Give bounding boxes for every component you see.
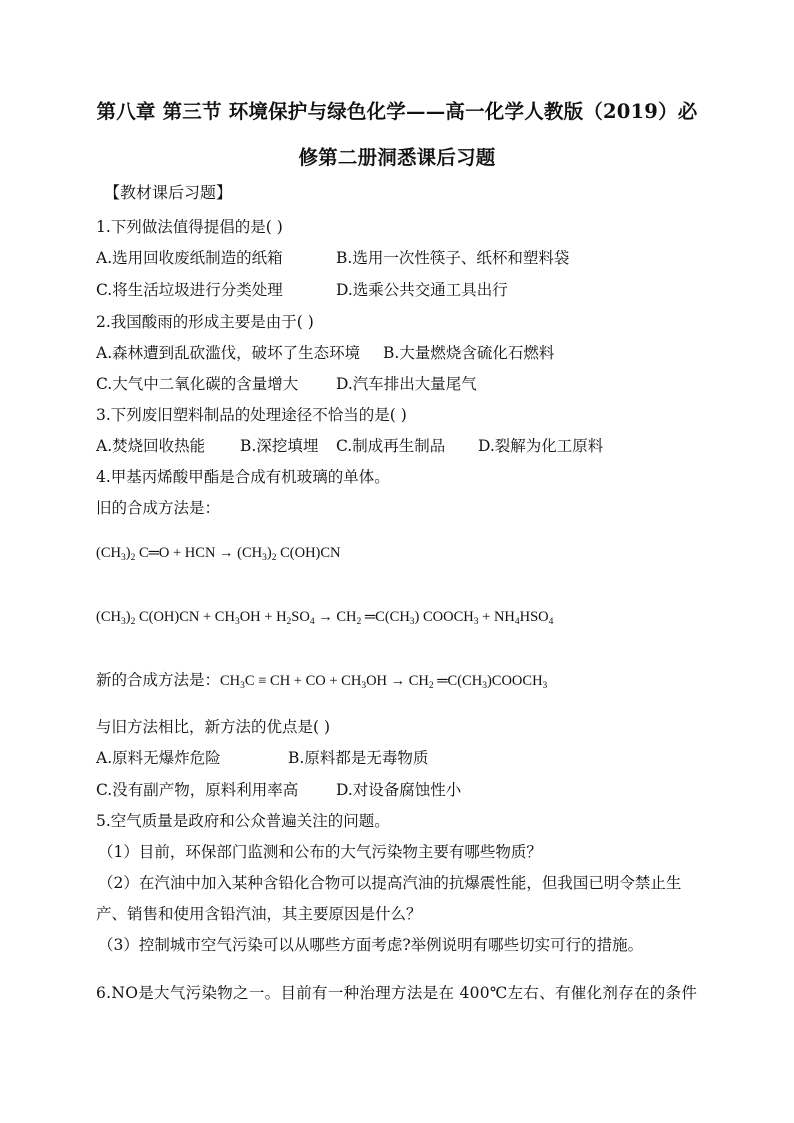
question-5-part-1: （1）目前，环保部门监测和公布的大气污染物主要有哪些物质？ [98, 843, 542, 861]
question-5-part-2-line-2: 产、销售和使用含铅汽油，其主要原因是什么？ [96, 905, 422, 923]
page-title-line-1: 第八章 第三节 环境保护与绿色化学——高一化学人教版（2019）必 [96, 100, 698, 123]
question-2-option-b: B.大量燃烧含硫化石燃料 [383, 344, 555, 362]
equation-1: $(CH_3)_2$ C═O + HCN → $(CH_3)_2$ C(OH)CN [96, 545, 341, 563]
question-2-option-c: C.大气中二氧化碳的含量增大 [96, 375, 299, 393]
question-2-stem: 2.我国酸雨的形成主要是由于( ) [96, 313, 314, 331]
question-1-option-a: A.选用回收废纸制造的纸箱 [96, 249, 283, 267]
question-3-stem: 3.下列废旧塑料制品的处理途径不恰当的是( ) [96, 406, 407, 424]
question-5-part-3: （3）控制城市空气污染可以从哪些方面考虑?举例说明有哪些切实可行的措施。 [98, 936, 644, 954]
question-4-option-c: C.没有副产物，原料利用率高 [96, 781, 299, 799]
question-6-stem: 6.NO是大气污染物之一。目前有一种治理方法是在 400℃左右、有催化剂存在的条件 [96, 984, 698, 1002]
question-1-option-b: B.选用一次性筷子、纸杯和塑料袋 [336, 249, 570, 267]
question-3-option-d: D.裂解为化工原料 [478, 437, 604, 455]
question-4-option-d: D.对设备腐蚀性小 [336, 781, 462, 799]
section-header: 【教材课后习题】 [104, 183, 233, 202]
question-4-option-b: B.原料都是无毒物质 [288, 749, 429, 767]
equation-2: $(CH_3)_2$ $C(OH)CN + CH_3OH + H_2SO_4 \to CH_2$ $═C(CH_3)$ $COOCH_3 + NH_4HSO_4$ [96, 609, 554, 627]
question-2-option-d: D.汽车排出大量尾气 [336, 375, 477, 393]
new-method-label: 新的合成方法是： [96, 671, 221, 689]
old-method-label: 旧的合成方法是： [96, 499, 221, 517]
page-title-line-2: 修第二册洞悉课后习题 [298, 146, 496, 169]
question-1-option-c: C.将生活垃圾进行分类处理 [96, 281, 283, 299]
question-4-option-a: A.原料无爆炸危险 [96, 749, 221, 767]
question-3-option-a: A.焚烧回收热能 [96, 437, 206, 455]
question-3-option-c: C.制成再生制品 [336, 437, 446, 455]
question-1-option-d: D.选乘公共交通工具出行 [336, 281, 508, 299]
question-5-part-2-line-1: （2）在汽油中加入某种含铅化合物可以提高汽油的抗爆震性能，但我国已明令禁止生 [98, 874, 682, 892]
question-3-option-b: B.深挖填埋 [240, 437, 319, 455]
question-4-ask: 与旧方法相比，新方法的优点是( ) [96, 718, 331, 736]
new-method-line [96, 669, 547, 697]
equation-3: $CH_3C$ ≡ CH + CO + $CH_3OH \to CH_2$ $═C(CH_3)COOCH_3$ [220, 673, 548, 691]
question-1-stem: 1.下列做法值得提倡的是( ) [96, 218, 283, 236]
question-4-stem: 4.甲基丙烯酸甲酯是合成有机玻璃的单体。 [96, 468, 390, 486]
question-2-option-a: A.森林遭到乱砍滥伐，破坏了生态环境 [96, 344, 361, 362]
question-5-stem: 5.空气质量是政府和公众普遍关注的问题。 [96, 812, 390, 830]
